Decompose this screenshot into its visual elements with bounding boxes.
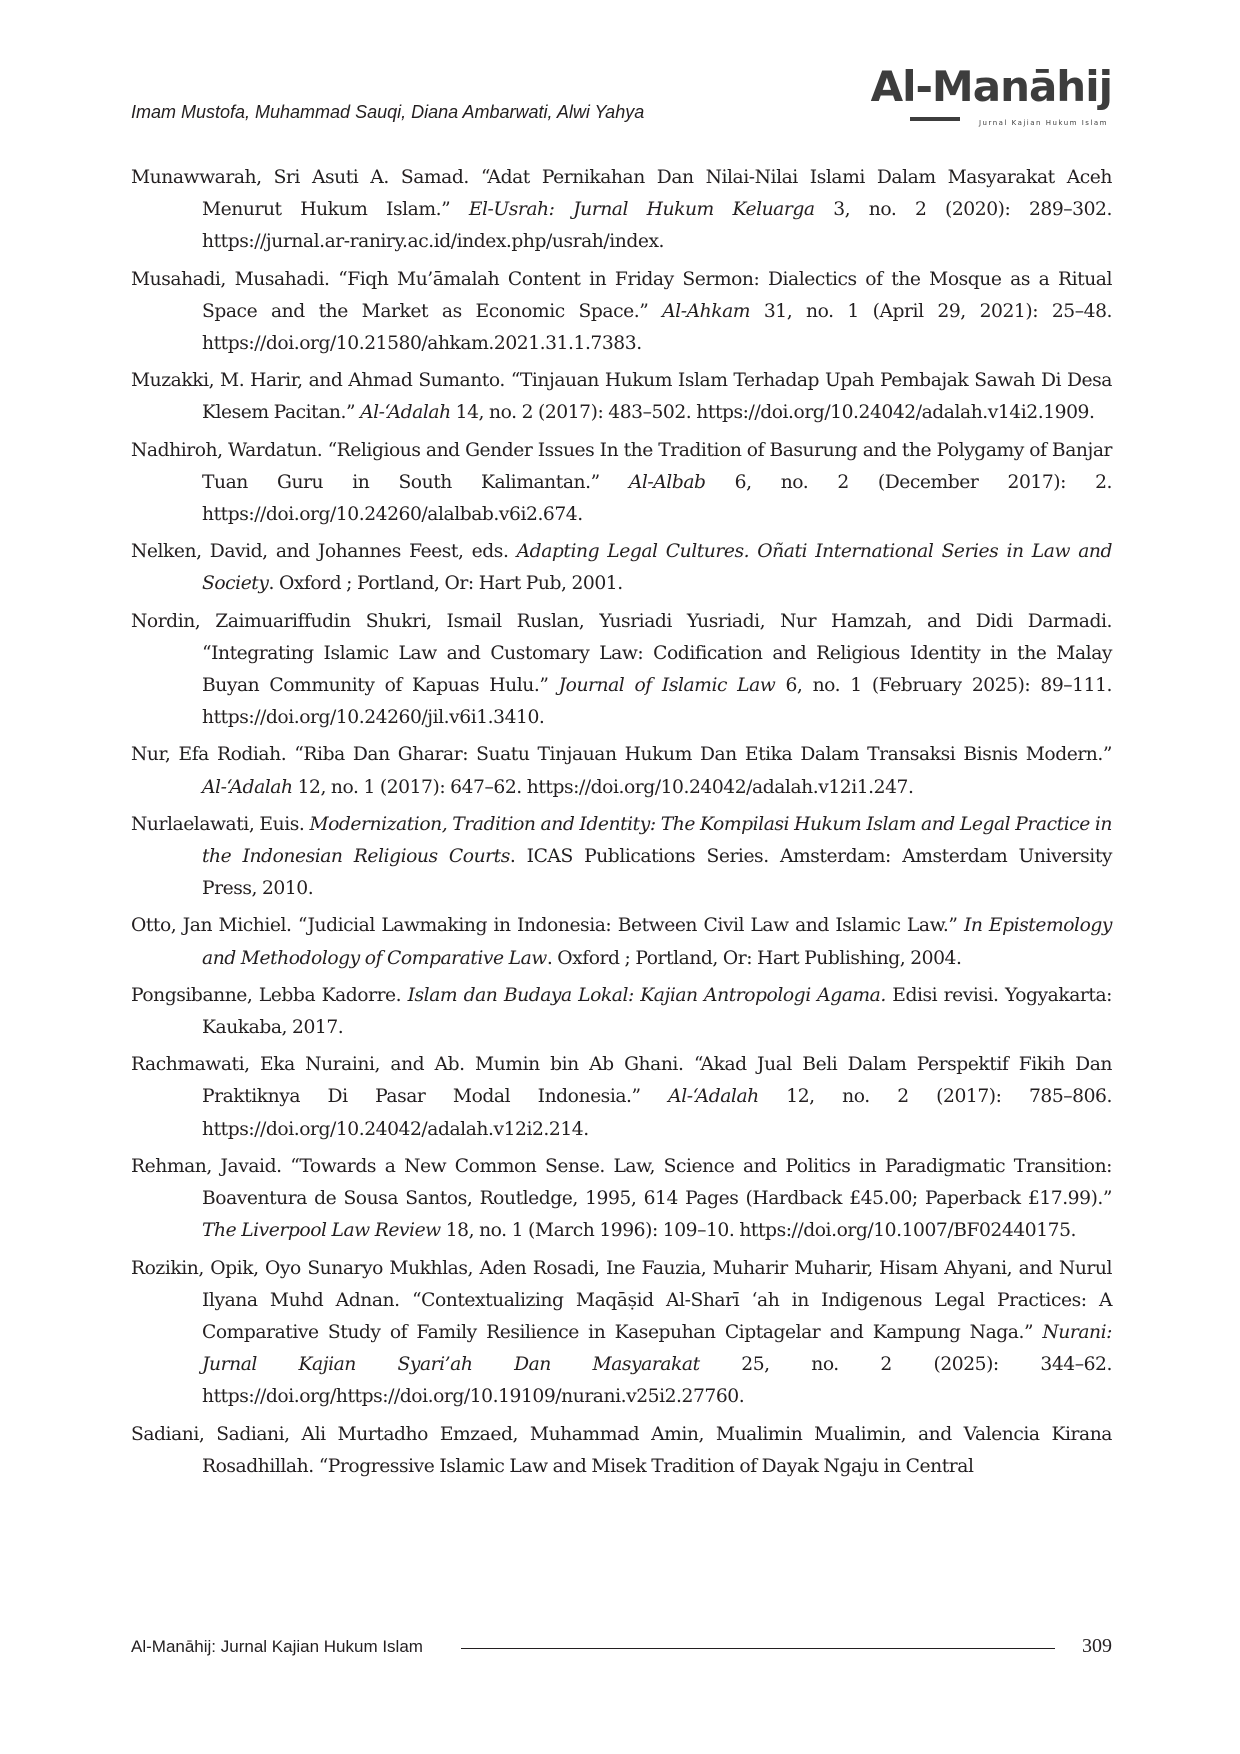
reference-entry: Rachmawati, Eka Nuraini, and Ab. Mumin bin Ab Ghani. “Akad Jual Beli Dalam Perspektif Fikih Dan Praktiknya Di Pasar Modal Indonesia.” Al-‘Adalah 12, no. 2 (2017): 785–806. https://doi.org/10.24042/adalah.v12i2.214. xyxy=(131,1054,1112,1140)
journal-logo xyxy=(870,62,1112,130)
reference-entry: Pongsibanne, Lebba Kadorre. Islam dan Budaya Lokal: Kajian Antropologi Agama. Edisi revisi. Yogyakarta: Kaukaba, 2017. xyxy=(131,984,1112,1039)
logo-wordmark: Al-Manāhij xyxy=(870,62,1112,111)
reference-entry: Nelken, David, and Johannes Feest, eds. Adapting Legal Cultures. Oñati International Series in Law and Society. Oxford ; Portland, Or: Hart Pub, 2001. xyxy=(131,541,1112,595)
footer-divider xyxy=(461,1648,1055,1649)
reference-entry: Nordin, Zaimuariffudin Shukri, Ismail Ruslan, Yusriadi Yusriadi, Nur Hamzah, and Didi Darmadi. “Integrating Islamic Law and Customary Law: Codification and Religious Identity in the Malay Buyan Community of Kapuas Hulu.” Journal of Islamic Law 6, no. 1 (February 2025): 89–111. https://doi.org/10.24260/jil.v6i1.3410. xyxy=(131,610,1112,729)
reference-list xyxy=(131,162,1112,1488)
page-footer xyxy=(131,1633,1112,1661)
reference-entry: Nur, Efa Rodiah. “Riba Dan Gharar: Suatu Tinjauan Hukum Dan Etika Dalam Transaksi Bisnis Modern.” Al-‘Adalah 12, no. 1 (2017): 647–62. https://doi.org/10.24042/adalah.v12i1.247. xyxy=(131,744,1112,798)
reference-entry: Muzakki, M. Harir, and Ahmad Sumanto. “Tinjauan Hukum Islam Terhadap Upah Pembajak Sawah Di Desa Klesem Pacitan.” Al-‘Adalah 14, no. 2 (2017): 483–502. https://doi.org/10.24042/adalah.v14i2.1909. xyxy=(131,370,1112,424)
reference-entry: Rehman, Javaid. “Towards a New Common Sense. Law, Science and Politics in Paradigmatic Transition: Boaventura de Sousa Santos, Routledge, 1995, 614 Pages (Hardback £45.00; Paperback £17.99).” The Liverpool Law Review 18, no. 1 (March 1996): 109–10. https://doi.org/10.1007/BF02440175. xyxy=(131,1155,1112,1242)
logo-subtitle: Jurnal Kajian Hukum Islam xyxy=(978,119,1108,127)
reference-entry: Musahadi, Musahadi. “Fiqh Mu’āmalah Content in Friday Sermon: Dialectics of the Mosque as a Ritual Space and the Market as Economic Space.” Al-Ahkam 31, no. 1 (April 29, 2021): 25–48. https://doi.org/10.21580/ahkam.2021.31.1.7383. xyxy=(131,268,1112,355)
reference-entry: Nurlaelawati, Euis. Modernization, Tradition and Identity: The Kompilasi Hukum Islam and Legal Practice in the Indonesian Religious Courts. ICAS Publications Series. Amsterdam: Amsterdam University Press, 2010. xyxy=(131,813,1113,900)
page-number: 309 xyxy=(1082,1635,1112,1657)
running-head-authors: Imam Mustofa, Muhammad Sauqi, Diana Ambarwati, Alwi Yahya xyxy=(131,102,645,122)
reference-entry: Otto, Jan Michiel. “Judicial Lawmaking in Indonesia: Between Civil Law and Islamic Law.” In Epistemology and Methodology of Comparative Law. Oxford ; Portland, Or: Hart Publishing, 2004. xyxy=(131,915,1112,969)
reference-entry: Sadiani, Sadiani, Ali Murtadho Emzaed, Muhammad Amin, Mualimin Mualimin, and Valencia Kirana Rosadhillah. “Progressive Islamic Law and Misek Tradition of Dayak Ngaju in Central xyxy=(131,1423,1112,1477)
reference-entry: Nadhiroh, Wardatun. “Religious and Gender Issues In the Tradition of Basurung and the Polygamy of Banjar Tuan Guru in South Kalimantan.” Al-Albab 6, no. 2 (December 2017): 2. https://doi.org/10.24260/alalbab.v6i2.674. xyxy=(131,439,1112,526)
page-header xyxy=(131,64,1112,134)
logo-underline xyxy=(910,117,960,121)
reference-entry: Rozikin, Opik, Oyo Sunaryo Mukhlas, Aden Rosadi, Ine Fauzia, Muharir Muharir, Hisam Ahyani, and Nurul Ilyana Muhd Adnan. “Contextualizing Maqāṣid Al-Sharī ‘ah in Indigenous Legal Practices: A Comparative Study of Family Resilience in Kasepuhan Ciptagelar and Kampung Naga.” Nurani: Jurnal Kajian Syari’ah Dan Masyarakat 25, no. 2 (2025): 344–62. https://doi.org/https://doi.org/10.19109/nurani.v25i2.27760. xyxy=(131,1257,1112,1408)
footer-journal-title: Al-Manāhij: Jurnal Kajian Hukum Islam xyxy=(131,1637,423,1656)
reference-entry: Munawwarah, Sri Asuti A. Samad. “Adat Pernikahan Dan Nilai-Nilai Islami Dalam Masyarakat Aceh Menurut Hukum Islam.” El-Usrah: Jurnal Hukum Keluarga 3, no. 2 (2020): 289–302. https://jurnal.ar-raniry.ac.id/index.php/usrah/index. xyxy=(131,167,1112,253)
